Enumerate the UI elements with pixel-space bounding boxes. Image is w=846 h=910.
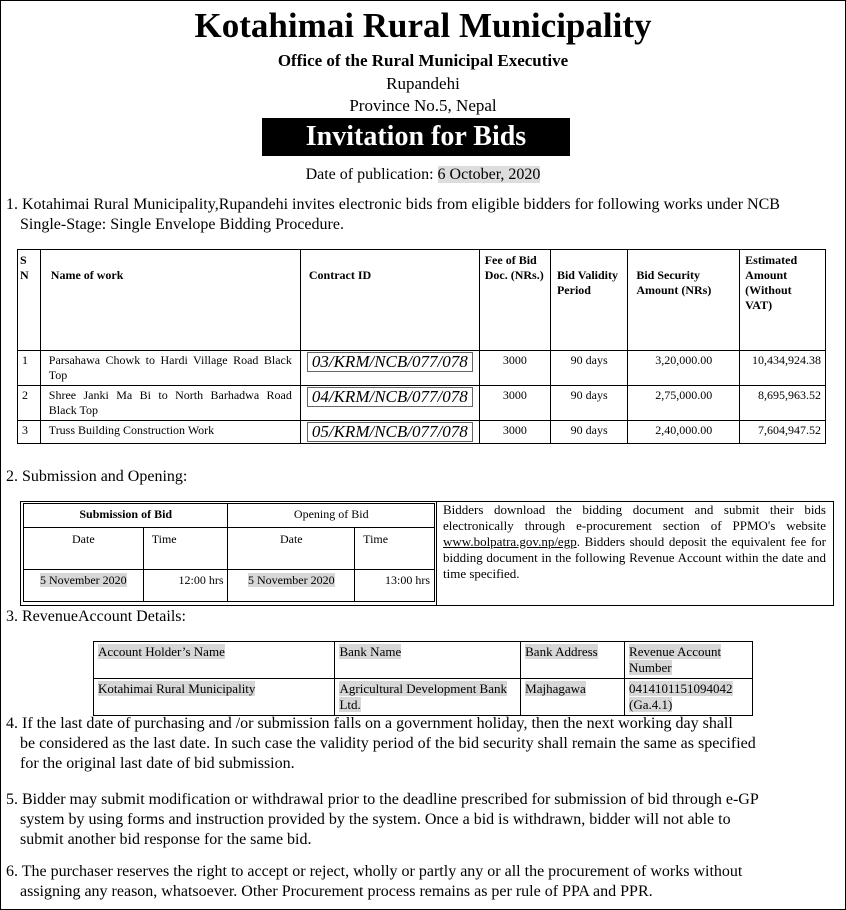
header-bank-name: Bank Name (339, 644, 402, 659)
row-fee: 3000 (479, 421, 550, 444)
province-name: Province No.5, Nepal (349, 96, 497, 115)
opening-date-label: Date (228, 528, 355, 570)
header-bank-address: Bank Address (525, 644, 598, 659)
row-estimate: 8,695,963.52 (740, 386, 826, 421)
publication-label: Date of publication: (305, 166, 438, 183)
works-table (17, 249, 826, 444)
row-name: Shree Janki Ma Bi to North Barhadwa Road Black Top (40, 386, 300, 421)
publication-date (0, 165, 846, 185)
works-header-row (18, 250, 826, 351)
header-estimate: Estimated Amount (Without VAT) (740, 250, 826, 351)
submission-table (23, 503, 435, 602)
submission-time: 12:00 hrs (143, 570, 228, 602)
row-sn: 1 (18, 351, 41, 386)
row-validity: 90 days (550, 351, 627, 386)
bidders-text-1: Bidders download the bidding document and submit their bids electronically through e-procurement section of PPMO's website (443, 502, 826, 533)
header-sn: S N (18, 250, 41, 351)
row-security: 3,20,000.00 (628, 351, 740, 386)
publication-date-value: 6 October, 2020 (437, 166, 541, 183)
header-holder-name: Account Holder’s Name (98, 644, 225, 659)
section-5-line-2: system by using forms and instruction provided by the system. Once a bid is withdrawn, bidder will not able to (20, 811, 731, 828)
submission-time-label: Time (143, 528, 228, 570)
row-name: Parsahawa Chowk to Hardi Village Road Black Top (40, 351, 300, 386)
submission-divider (436, 501, 437, 605)
office-name: Office of the Rural Municipal Executive (277, 51, 569, 70)
section-6-line-1: 6. The purchaser reserves the right to accept or reject, wholly or partly any or all the procurement of works without (6, 863, 743, 880)
section-4-line-3: for the original last date of bid submission. (20, 755, 295, 772)
account-number: 0414101151094042 (Ga.4.1) (629, 681, 733, 712)
section-4-line-2: be considered as the last date. In such case the validity period of the bid security shall remain the same as specified (20, 735, 756, 752)
row-sn: 2 (18, 386, 41, 421)
section-1-line-2: Single-Stage: Single Envelope Bidding Procedure. (20, 216, 344, 233)
section-5-line-1: 5. Bidder may submit modification or withdrawal prior to the deadline prescribed for submission of bid through e-GP (6, 791, 759, 808)
row-sn: 3 (18, 421, 41, 444)
opening-of-bid-label: Opening of Bid (228, 504, 435, 528)
section-4 (6, 714, 836, 774)
section-5-line-3: submit another bid response for the same bid. (20, 831, 312, 848)
bidders-instructions (443, 502, 826, 582)
invitation-banner: Invitation for Bids (262, 118, 570, 156)
row-fee: 3000 (479, 351, 550, 386)
municipality-title: Kotahimai Rural Municipality (194, 6, 652, 45)
submission-of-bid-label: Submission of Bid (24, 504, 228, 528)
bidders-text-2: . Bidders should deposit the equivalent fee for bidding document in the following Revenue Account within the date and time specified. (443, 534, 826, 581)
account-table (93, 641, 753, 716)
row-fee: 3000 (479, 386, 550, 421)
row-name: Truss Building Construction Work (40, 421, 300, 444)
section-1 (6, 195, 836, 235)
header-fee: Fee of Bid Doc. (NRs.) (479, 250, 550, 351)
section-3-title: 3. RevenueAccount Details: (6, 608, 186, 625)
row-estimate: 7,604,947.52 (740, 421, 826, 444)
row-validity: 90 days (550, 421, 627, 444)
header-contract-id: Contract ID (300, 250, 479, 351)
row-estimate: 10,434,924.38 (740, 351, 826, 386)
bolpatra-link[interactable]: www.bolpatra.gov.np/egp (443, 534, 577, 549)
opening-time-label: Time (355, 528, 435, 570)
row-contract-id: 04/KRM/NCB/077/078 (307, 387, 473, 407)
header-validity: Bid Validity Period (550, 250, 627, 351)
bank-address: Majhagawa (525, 681, 586, 696)
opening-time: 13:00 hrs (355, 570, 435, 602)
table-row (18, 386, 826, 421)
opening-date: 5 November 2020 (247, 573, 335, 587)
header-security: Bid Security Amount (NRs) (628, 250, 740, 351)
section-6 (6, 862, 836, 902)
row-security: 2,40,000.00 (628, 421, 740, 444)
row-contract-id: 03/KRM/NCB/077/078 (307, 352, 473, 372)
table-row (18, 421, 826, 444)
header-name-of-work: Name of work (40, 250, 300, 351)
bank-name: Agricultural Development Bank Ltd. (339, 681, 507, 712)
section-5 (6, 790, 836, 850)
account-holder: Kotahimai Rural Municipality (98, 681, 256, 696)
row-validity: 90 days (550, 386, 627, 421)
section-1-line-1: 1. Kotahimai Rural Municipality,Rupandehi invites electronic bids from eligible bidders for following works under NCB (6, 196, 780, 213)
submission-date: 5 November 2020 (40, 573, 127, 587)
section-6-line-2: assigning any reason, whatsoever. Other Procurement process remains as per rule of PPA and PPR. (20, 883, 653, 900)
section-4-line-1: 4. If the last date of purchasing and /or submission falls on a government holiday, then the next working day shall (6, 715, 733, 732)
district-name: Rupandehi (386, 74, 460, 93)
table-row (18, 351, 826, 386)
submission-date-label: Date (24, 528, 144, 570)
row-security: 2,75,000.00 (628, 386, 740, 421)
header-account-number: Revenue Account Number (629, 644, 722, 675)
section-2-title: 2. Submission and Opening: (6, 468, 188, 485)
row-contract-id: 05/KRM/NCB/077/078 (307, 422, 473, 442)
